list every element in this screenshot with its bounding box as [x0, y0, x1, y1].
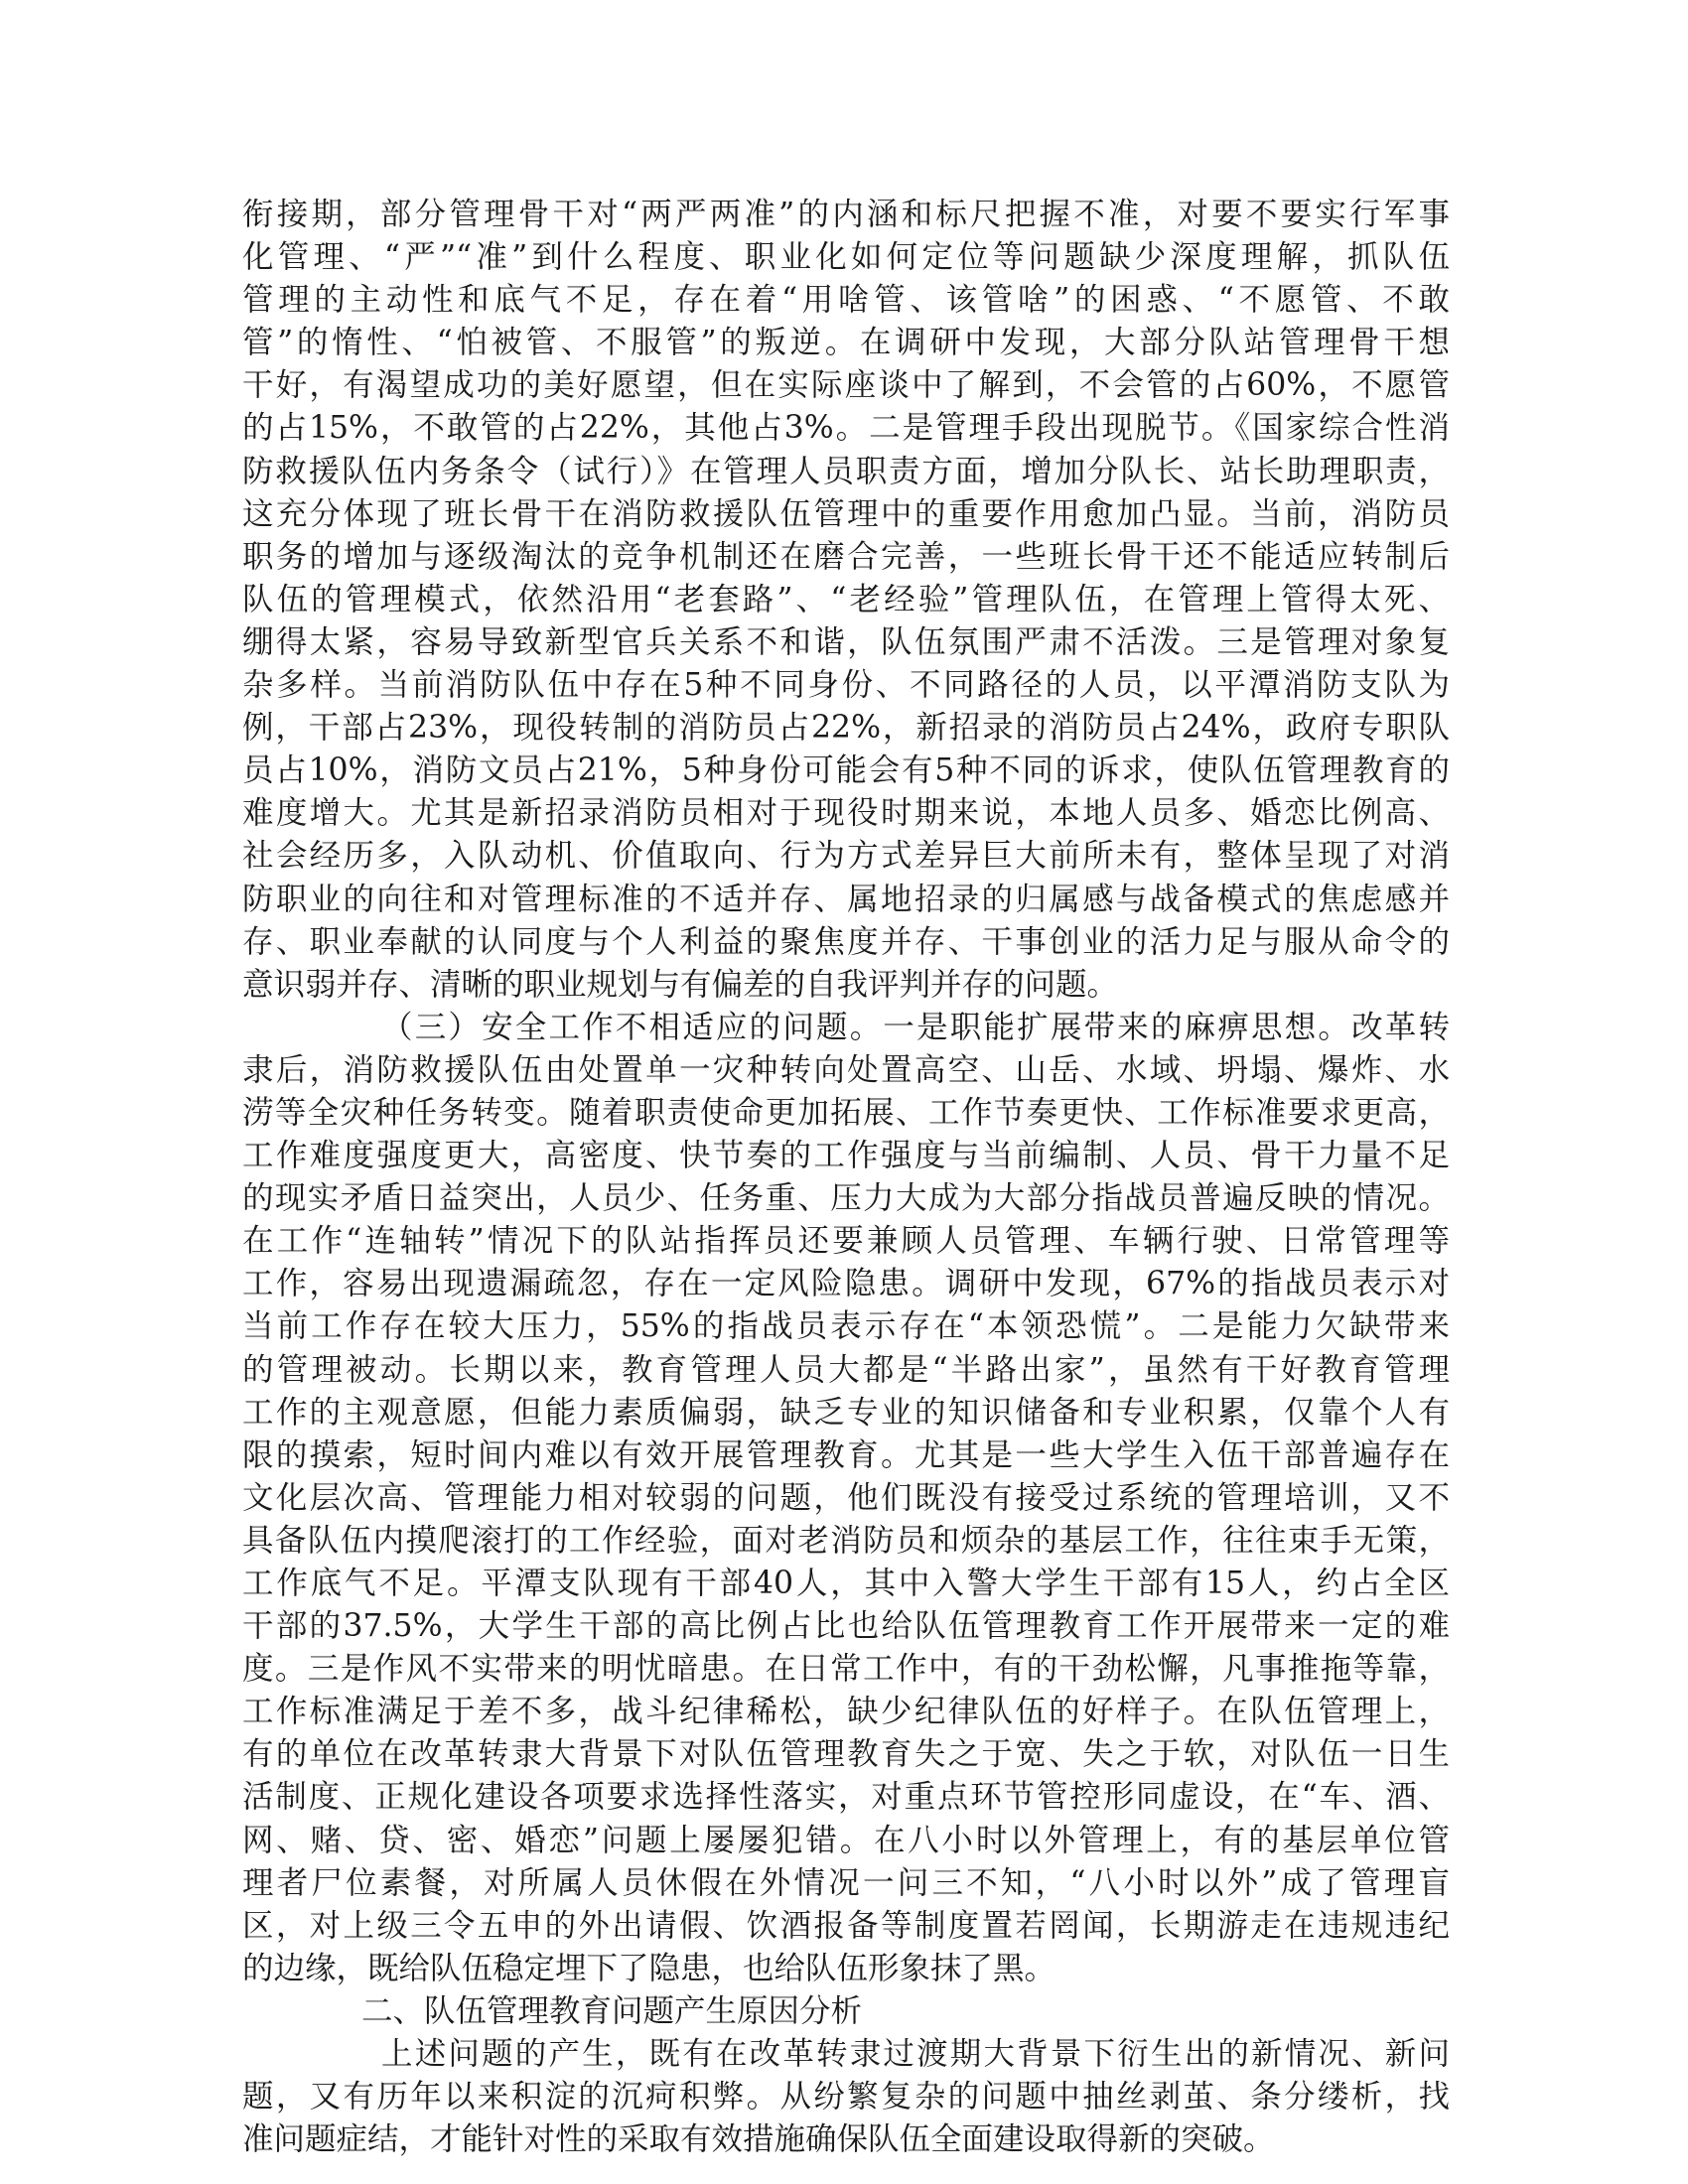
text-line: 防职业的向往和对管理标准的不适并存、属地招录的归属感与战备模式的焦虑感并	[242, 881, 1450, 917]
text-line: 有的单位在改革转隶大背景下对队伍管理教育失之于宽、失之于软，对队伍一日生	[242, 1736, 1450, 1773]
text-line: 的现实矛盾日益突出，人员少、任务重、压力大成为大部分指战员普遍反映的情况。	[242, 1180, 1450, 1217]
text-line: 二、队伍管理教育问题产生原因分析	[361, 1992, 863, 2029]
text-line: 绷得太紧，容易导致新型官兵关系不和谐，队伍氛围严肃不活泼。三是管理对象复	[242, 623, 1450, 660]
text-line: 化管理、“严”“准”到什么程度、职业化如何定位等问题缺少深度理解，抓队伍	[242, 239, 1450, 276]
text-line: 队伍的管理模式，依然沿用“老套路”、“老经验”管理队伍，在管理上管得太死、	[242, 581, 1450, 617]
text-line: 杂多样。当前消防队伍中存在5种不同身份、不同路径的人员，以平潭消防支队为	[242, 667, 1450, 704]
text-line: 社会经历多，入队动机、价值取向、行为方式差异巨大前所未有，整体呈现了对消	[242, 838, 1450, 875]
text-line: 难度增大。尤其是新招录消防员相对于现役时期来说，本地人员多、婚恋比例高、	[242, 795, 1450, 832]
text-line: 的占15%，不敢管的占22%，其他占3%。二是管理手段出现脱节。《国家综合性消	[242, 410, 1450, 447]
text-line: 区，对上级三令五申的外出请假、饮酒报备等制度置若罔闻，长期游走在违规违纪	[242, 1907, 1450, 1944]
text-line: 工作，容易出现遗漏疏忽，存在一定风险隐患。调研中发现，67%的指战员表示对	[242, 1266, 1450, 1302]
text-line: 理者尸位素餐，对所属人员休假在外情况一问三不知，“八小时以外”成了管理盲	[242, 1864, 1450, 1901]
text-line: 存、职业奉献的认同度与个人利益的聚焦度并存、干事创业的活力足与服从命令的	[242, 923, 1450, 960]
text-line: 这充分体现了班长骨干在消防救援队伍管理中的重要作用愈加凸显。当前，消防员	[242, 495, 1450, 532]
body-text	[242, 194, 1450, 2161]
text-line: 的管理被动。长期以来，教育管理人员大都是“半路出家”，虽然有干好教育管理	[242, 1351, 1450, 1388]
text-line: 意识弱并存、清晰的职业规划与有偏差的自我评判并存的问题。	[242, 966, 1119, 1003]
text-line: （三）安全工作不相适应的问题。一是职能扩展带来的麻痹思想。改革转	[381, 1009, 1450, 1045]
text-line: 干好，有渴望成功的美好愿望，但在实际座谈中了解到，不会管的占60%，不愿管	[242, 367, 1450, 404]
text-line: 当前工作存在较大压力，55%的指战员表示存在“本领恐慌”。二是能力欠缺带来	[242, 1308, 1450, 1345]
text-line: 例，干部占23%，现役转制的消防员占22%，新招录的消防员占24%，政府专职队	[242, 710, 1450, 747]
text-line: 活制度、正规化建设各项要求选择性落实，对重点环节管控形同虚设，在“车、酒、	[242, 1779, 1450, 1816]
text-line: 题，又有历年以来积淀的沉疴积弊。从纷繁复杂的问题中抽丝剥茧、条分缕析，找	[242, 2079, 1450, 2116]
text-line: 网、赌、贷、密、婚恋”问题上屡屡犯错。在八小时以外管理上，有的基层单位管	[242, 1822, 1450, 1858]
text-line: 文化层次高、管理能力相对较弱的问题，他们既没有接受过系统的管理培训，又不	[242, 1479, 1450, 1516]
text-line: 的边缘，既给队伍稳定埋下了隐患，也给队伍形象抹了黑。	[242, 1950, 1056, 1986]
text-line: 工作底气不足。平潭支队现有干部40人，其中入警大学生干部有15人，约占全区	[242, 1566, 1450, 1601]
text-line: 工作难度强度更大，高密度、快节奏的工作强度与当前编制、人员、骨干力量不足	[242, 1138, 1450, 1174]
text-line: 工作标准满足于差不多，战斗纪律稀松，缺少纪律队伍的好样子。在队伍管理上，	[242, 1694, 1450, 1730]
text-line: 涝等全灾种任务转变。随着职责使命更加拓展、工作节奏更快、工作标准要求更高，	[242, 1094, 1450, 1131]
text-line: 管理的主动性和底气不足，存在着“用啥管、该管啥”的困惑、“不愿管、不敢	[242, 282, 1450, 319]
text-line: 衔接期，部分管理骨干对“两严两准”的内涵和标尺把握不准，对要不要实行军事	[242, 197, 1450, 232]
text-line: 准问题症结，才能针对性的采取有效措施确保队伍全面建设取得新的突破。	[242, 2121, 1275, 2158]
text-line: 干部的37.5%，大学生干部的高比例占比也给队伍管理教育工作开展带来一定的难	[242, 1608, 1450, 1645]
text-line: 度。三是作风不实带来的明忧暗患。在日常工作中，有的干劲松懈，凡事推拖等靠，	[242, 1651, 1450, 1688]
text-line: 防救援队伍内务条令（试行）》在管理人员职责方面，增加分队长、站长助理职责，	[242, 453, 1450, 489]
text-line: 职务的增加与逐级淘汰的竞争机制还在磨合完善，一些班长骨干还不能适应转制后	[242, 538, 1450, 575]
text-line: 工作的主观意愿，但能力素质偏弱，缺乏专业的知识储备和专业积累，仅靠个人有	[242, 1394, 1450, 1431]
text-line: 管”的惰性、“怕被管、不服管”的叛逆。在调研中发现，大部分队站管理骨干想	[242, 325, 1450, 361]
text-line: 上述问题的产生，既有在改革转隶过渡期大背景下衍生出的新情况、新问	[381, 2036, 1450, 2073]
text-line: 隶后，消防救援队伍由处置单一灾种转向处置高空、山岳、水域、坍塌、爆炸、水	[242, 1051, 1450, 1088]
text-line: 在工作“连轴转”情况下的队站指挥员还要兼顾人员管理、车辆行驶、日常管理等	[242, 1223, 1450, 1260]
text-line: 限的摸索，短时间内难以有效开展管理教育。尤其是一些大学生入伍干部普遍存在	[242, 1436, 1450, 1473]
text-line: 具备队伍内摸爬滚打的工作经验，面对老消防员和烦杂的基层工作，往往束手无策，	[242, 1522, 1450, 1559]
text-line: 员占10%，消防文员占21%，5种身份可能会有5种不同的诉求，使队伍管理教育的	[242, 752, 1450, 789]
